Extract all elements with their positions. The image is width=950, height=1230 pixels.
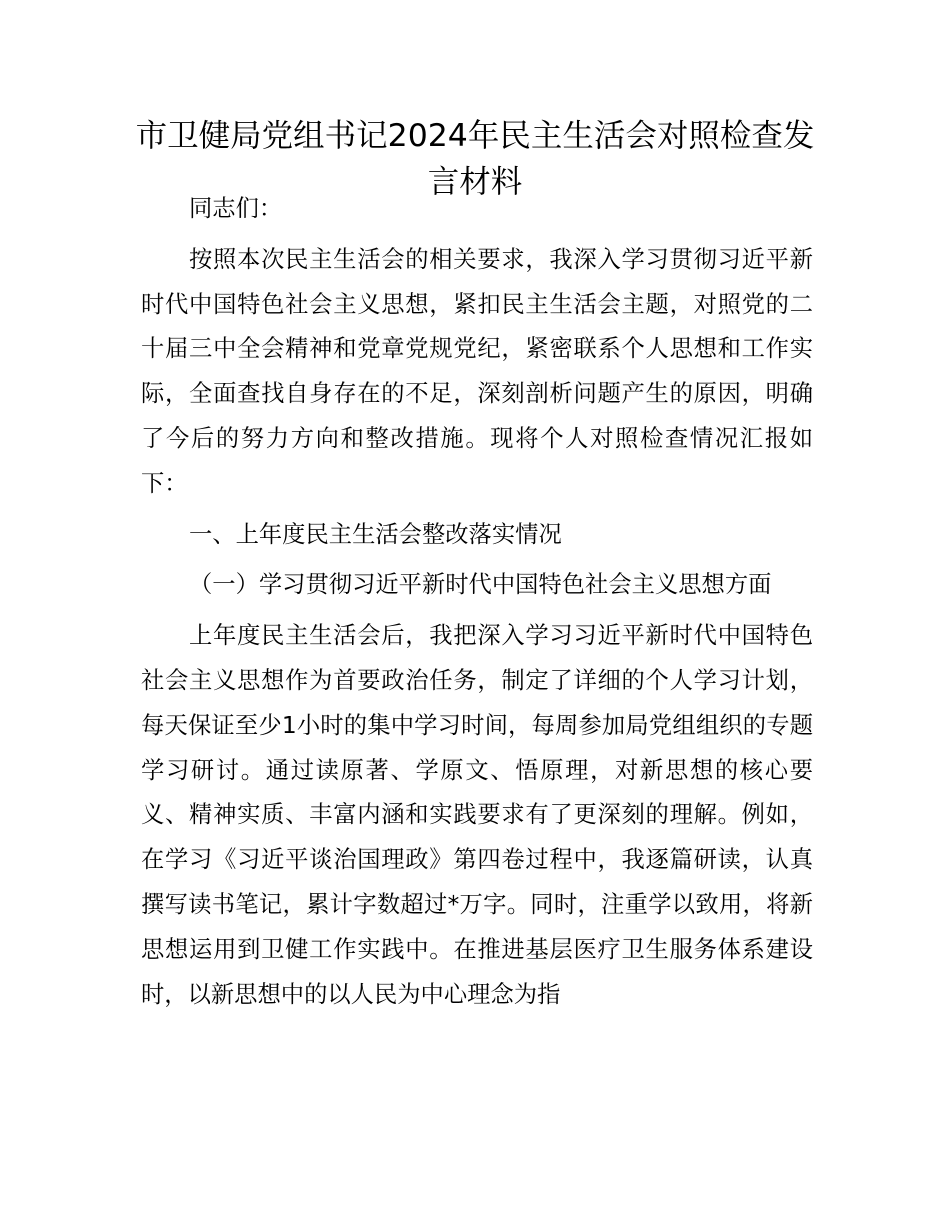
document-body: [141, 187, 813, 1017]
salutation: 同志们：: [189, 195, 283, 222]
section-heading: 一、上年度民主生活会整改落实情况: [189, 520, 562, 548]
document-title: 市卫健局党组书记2024年民主生活会对照检查发言材料: [135, 118, 815, 200]
subsection-heading: （一）学习贯彻习近平新时代中国特色社会主义思想方面: [189, 571, 772, 599]
body-paragraph: 上年度民主生活会后，我把深入学习习近平新时代中国特色社会主义思想作为首要政治任务，制定了详细的个人学习计划，每天保证至少1小时的集中学习时间，每周参加局党组组织的专题学习研讨。通过读原著、学原文、悟原理，对新思想的核心要义、精神实质、丰富内涵和实践要求有了更深刻的理解。例如，在学习《习近平谈治国理政》第四卷过程中，我逐篇研读，认真撰写读书笔记，累计字数超过*万字。同时，注重学以致用，将新思想运用到卫健工作实践中。在推进基层医疗卫生服务体系建设时，以新思想中的以人民为中心理念为指: [141, 622, 813, 1008]
intro-paragraph: 按照本次民主生活会的相关要求，我深入学习贯彻习近平新时代中国特色社会主义思想，紧扣民主生活会主题，对照党的二十届三中全会精神和党章党规党纪，紧密联系个人思想和工作实际，全面查找自身存在的不足，深刻剖析问题产生的原因，明确了今后的努力方向和整改措施。现将个人对照检查情况汇报如下：: [141, 245, 813, 497]
